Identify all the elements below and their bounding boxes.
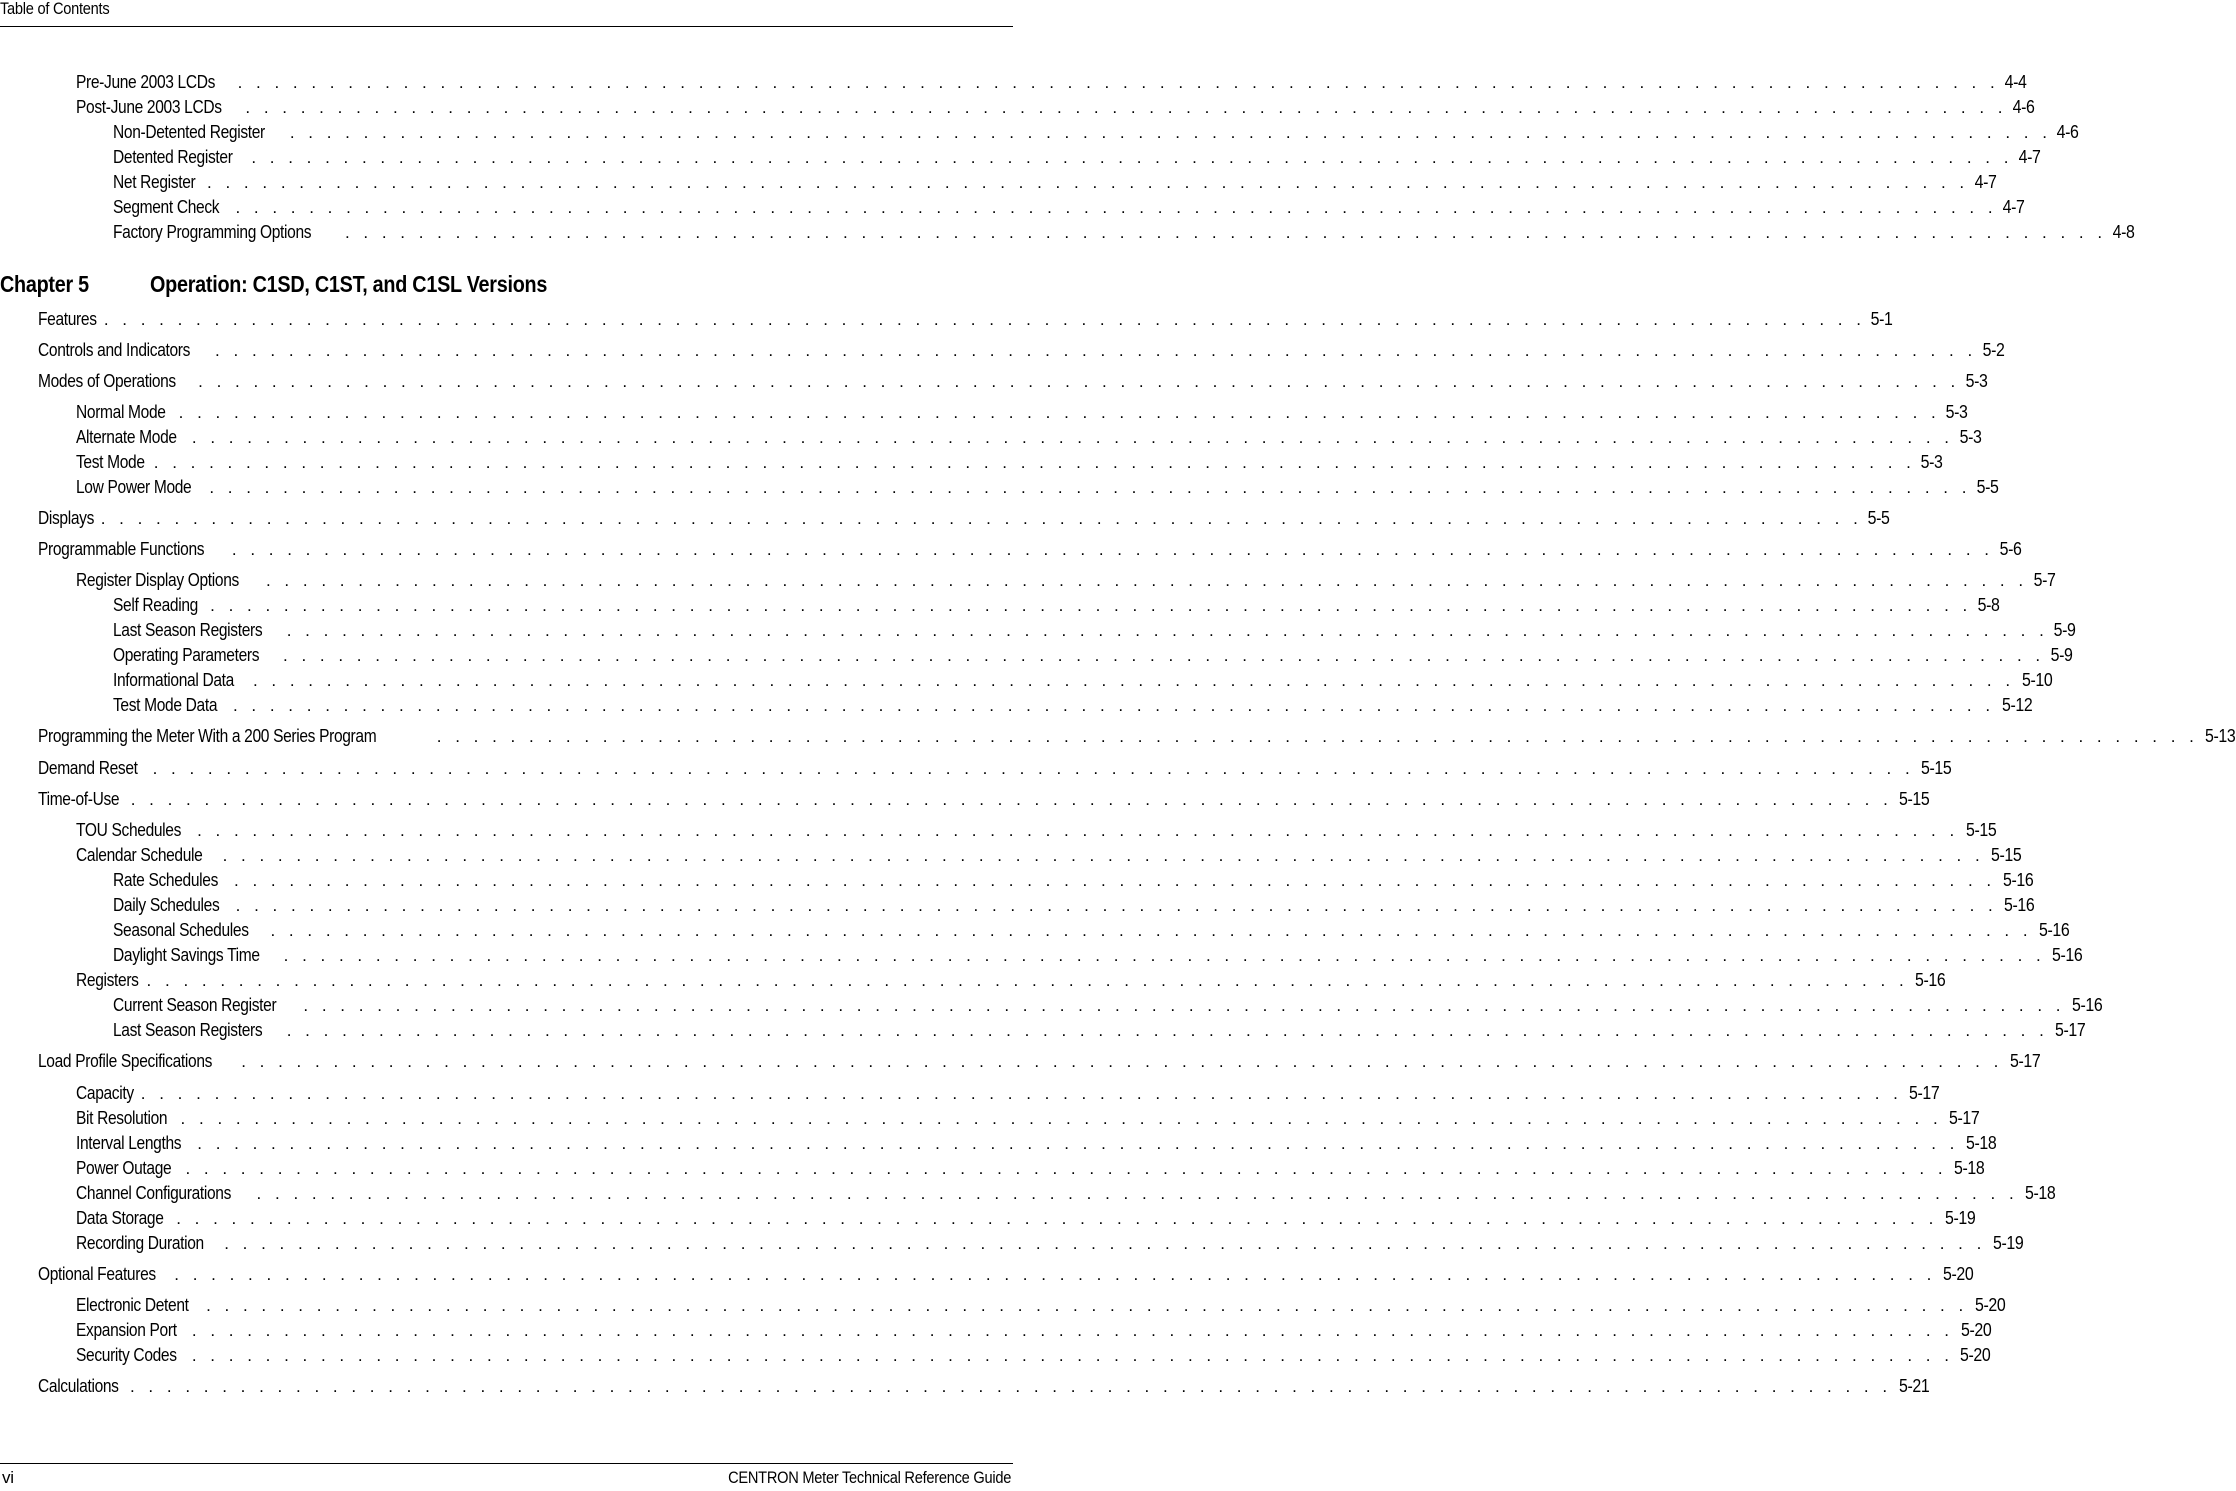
toc-entry[interactable]: [38, 788, 1930, 809]
toc-entry[interactable]: [38, 339, 2005, 360]
dot-leader: . . . . . . . . . . . . . . . . . . . . . . . . . . . . . . . . . . . . . . . . . . . . . . . . . . . . . . . . . . . . . . . . . . . . . . . . . . . . . . . . . . . . . . . . . . . . . . . .: [234, 871, 1996, 890]
toc-entry[interactable]: [38, 1375, 1930, 1396]
toc-entry-page: 5-21: [1898, 1375, 1930, 1396]
toc-entry-title: Test Mode: [76, 451, 145, 472]
dot-leader: . . . . . . . . . . . . . . . . . . . . . . . . . . . . . . . . . . . . . . . . . . . . . . . . . . . . . . . . . . . . . . . . . . . . . . . . . . . . . . . . . . . . . . . . . . . . . . . .: [210, 596, 1972, 615]
toc-entry-title: Data Storage: [76, 1207, 164, 1228]
toc-entry-title: Operating Parameters: [113, 644, 260, 665]
dot-leader: . . . . . . . . . . . . . . . . . . . . . . . . . . . . . . . . . . . . . . . . . . . . . . . . . . . . . . . . . . . . . . . . . . . . . . . . . . . . . . . . . . . . . . . . . . . . . . . .: [176, 1209, 1938, 1228]
toc-entry-page: 5-16: [2002, 869, 2034, 890]
toc-entry-page: 5-17: [1909, 1082, 1940, 1103]
dot-leader: . . . . . . . . . . . . . . . . . . . . . . . . . . . . . . . . . . . . . . . . . . . . . . . . . . . . . . . . . . . . . . . . . . . . . . . . . . . . . . . . . . . . . . . . . . . . . . . .: [191, 1346, 1954, 1365]
toc-entry-title: Capacity: [76, 1082, 134, 1103]
toc-entry-page: 4-8: [2112, 221, 2135, 242]
toc-entry-title: Daily Schedules: [113, 894, 220, 915]
toc-entry-title: Seasonal Schedules: [113, 919, 249, 940]
toc-entry-page: 4-7: [1974, 171, 1997, 192]
toc-entry-title: Electronic Detent: [76, 1294, 189, 1315]
toc-entry-title: Programmable Functions: [38, 538, 205, 559]
toc-entry[interactable]: [38, 725, 2236, 746]
toc-entry-title: Time-of-Use: [38, 788, 120, 809]
toc-entry-title: Controls and Indicators: [38, 339, 191, 360]
toc-entry-title: Low Power Mode: [76, 476, 192, 497]
dot-leader: . . . . . . . . . . . . . . . . . . . . . . . . . . . . . . . . . . . . . . . . . . . . . . . . . . . . . . . . . . . . . . . . . . . . . . . . . . . . . . . . . . . . . . . . . . . . . . . .: [129, 1377, 1892, 1396]
toc-entry[interactable]: [76, 1294, 2006, 1315]
toc-entry-page: 5-16: [2052, 944, 2083, 965]
dot-leader: . . . . . . . . . . . . . . . . . . . . . . . . . . . . . . . . . . . . . . . . . . . . . . . . . . . . . . . . . . . . . . . . . . . . . . . . . . . . . . . . . . . . . . . . . . . . . . . .: [283, 946, 2046, 965]
toc-entry[interactable]: [76, 476, 1999, 497]
toc-entry-title: Alternate Mode: [76, 426, 177, 447]
toc-entry-title: Interval Lengths: [76, 1132, 182, 1153]
toc-entry-page: 5-15: [1991, 844, 2022, 865]
toc-entry-title: Load Profile Specifications: [38, 1050, 213, 1071]
toc-entry[interactable]: [76, 426, 1982, 447]
dot-leader: . . . . . . . . . . . . . . . . . . . . . . . . . . . . . . . . . . . . . . . . . . . . . . . . . . . . . . . . . . . . . . . . . . . . . . . . . . . . . . . . . . . . . . . . . . . . . . . .: [265, 571, 2028, 590]
dot-leader: . . . . . . . . . . . . . . . . . . . . . . . . . . . . . . . . . . . . . . . . . . . . . . . . . . . . . . . . . . . . . . . . . . . . . . . . . . . . . . . . . . . . . . . . . . . . . . . .: [289, 123, 2052, 142]
dot-leader: . . . . . . . . . . . . . . . . . . . . . . . . . . . . . . . . . . . . . . . . . . . . . . . . . . . . . . . . . . . . . . . . . . . . . . . . . . . . . . . . . . . . . . . . . . . . . . . .: [252, 671, 2015, 690]
toc-entry-page: 5-20: [1960, 1344, 1991, 1365]
toc-entry-page: 5-18: [2025, 1182, 2056, 1203]
toc-entry-title: Net Register: [113, 171, 196, 192]
toc-entry-title: Last Season Registers: [113, 1019, 263, 1040]
toc-entry[interactable]: [113, 146, 2041, 167]
page-footer: [0, 1463, 1013, 1491]
toc-entry-title: Features: [38, 308, 97, 329]
dot-leader: . . . . . . . . . . . . . . . . . . . . . . . . . . . . . . . . . . . . . . . . . . . . . . . . . . . . . . . . . . . . . . . . . . . . . . . . . . . . . . . . . . . . . . . . . . . . . . . .: [241, 1052, 2003, 1071]
toc-entry-page: 5-8: [1977, 594, 2000, 615]
toc-entry-page: 5-5: [1976, 476, 1999, 497]
toc-entry[interactable]: [76, 1344, 1991, 1365]
dot-leader: . . . . . . . . . . . . . . . . . . . . . . . . . . . . . . . . . . . . . . . . . . . . . . . . . . . . . . . . . . . . . . . . . . . . . . . . . . . . . . . . . . . . . . . . . . . . . . . .: [191, 1321, 1954, 1340]
toc-entry[interactable]: [76, 844, 2022, 865]
dot-leader: . . . . . . . . . . . . . . . . . . . . . . . . . . . . . . . . . . . . . . . . . . . . . . . . . . . . . . . . . . . . . . . . . . . . . . . . . . . . . . . . . . . . . . . . . . . . . . . .: [185, 1159, 1948, 1178]
toc-entry-page: 5-12: [2001, 694, 2033, 715]
toc-entry-title: Expansion Port: [76, 1319, 177, 1340]
dot-leader: . . . . . . . . . . . . . . . . . . . . . . . . . . . . . . . . . . . . . . . . . . . . . . . . . . . . . . . . . . . . . . . . . . . . . . . . . . . . . . . . . . . . . . . . . . . . . . . .: [286, 1021, 2049, 1040]
toc-entry-title: Programming the Meter With a 200 Series Program: [38, 725, 377, 746]
toc-entry-page: 4-7: [2018, 146, 2041, 167]
toc-entry-page: 5-17: [2055, 1019, 2086, 1040]
toc-entry-title: Registers: [76, 969, 139, 990]
toc-entry-title: Calendar Schedule: [76, 844, 203, 865]
toc-entry-page: 5-5: [1867, 507, 1890, 528]
dot-leader: . . . . . . . . . . . . . . . . . . . . . . . . . . . . . . . . . . . . . . . . . . . . . . . . . . . . . . . . . . . . . . . . . . . . . . . . . . . . . . . . . . . . . . . . . . . . . . . .: [146, 971, 1909, 990]
toc-entry-page: 5-2: [1982, 339, 2005, 360]
toc-entry[interactable]: [38, 308, 1893, 329]
dot-leader: . . . . . . . . . . . . . . . . . . . . . . . . . . . . . . . . . . . . . . . . . . . . . . . . . . . . . . . . . . . . . . . . . . . . . . . . . . . . . . . . . . . . . . . . . . . . . . . .: [180, 1109, 1943, 1128]
toc-entry-title: Optional Features: [38, 1263, 156, 1284]
toc-entry-title: Last Season Registers: [113, 619, 263, 640]
dot-leader: . . . . . . . . . . . . . . . . . . . . . . . . . . . . . . . . . . . . . . . . . . . . . . . . . . . . . . . . . . . . . . . . . . . . . . . . . . . . . . . . . . . . . . . . . . . . . . . .: [206, 1296, 1968, 1315]
toc-entry-title: Calculations: [38, 1375, 119, 1396]
toc-entry[interactable]: [38, 370, 1988, 391]
toc-entry-page: 5-13: [2205, 725, 2236, 746]
dot-leader: . . . . . . . . . . . . . . . . . . . . . . . . . . . . . . . . . . . . . . . . . . . . . . . . . . . . . . . . . . . . . . . . . . . . . . . . . . . . . . . . . . . . . . . . . . . . . . . .: [207, 173, 1969, 192]
toc-entry-title: Segment Check: [113, 196, 220, 217]
dot-leader: . . . . . . . . . . . . . . . . . . . . . . . . . . . . . . . . . . . . . . . . . . . . . . . . . . . . . . . . . . . . . . . . . . . . . . . . . . . . . . . . . . . . . . . . . . . . . . . .: [237, 73, 2000, 92]
dot-leader: . . . . . . . . . . . . . . . . . . . . . . . . . . . . . . . . . . . . . . . . . . . . . . . . . . . . . . . . . . . . . . . . . . . . . . . . . . . . . . . . . . . . . . . . . . . . . . . .: [198, 372, 1960, 391]
toc-entry[interactable]: [76, 71, 2027, 92]
toc-entry[interactable]: [113, 869, 2034, 890]
toc-entry-page: 5-10: [2021, 669, 2053, 690]
dot-leader: . . . . . . . . . . . . . . . . . . . . . . . . . . . . . . . . . . . . . . . . . . . . . . . . . . . . . . . . . . . . . . . . . . . . . . . . . . . . . . . . . . . . . . . . . . . . . . . .: [303, 996, 2066, 1015]
toc-entry-title: Detented Register: [113, 146, 233, 167]
toc-entry-title: Factory Programming Options: [113, 221, 312, 242]
dot-leader: . . . . . . . . . . . . . . . . . . . . . . . . . . . . . . . . . . . . . . . . . . . . . . . . . . . . . . . . . . . . . . . . . . . . . . . . . . . . . . . . . . . . . . . . . . . . . . . .: [251, 148, 2013, 167]
toc-entry-title: Recording Duration: [76, 1232, 204, 1253]
toc-entry[interactable]: [38, 1263, 1974, 1284]
dot-leader: . . . . . . . . . . . . . . . . . . . . . . . . . . . . . . . . . . . . . . . . . . . . . . . . . . . . . . . . . . . . . . . . . . . . . . . . . . . . . . . . . . . . . . . . . . . . . . . .: [103, 310, 1866, 329]
toc-entry-page: 5-16: [2071, 994, 2103, 1015]
dot-leader: . . . . . . . . . . . . . . . . . . . . . . . . . . . . . . . . . . . . . . . . . . . . . . . . . . . . . . . . . . . . . . . . . . . . . . . . . . . . . . . . . . . . . . . . . . . . . . . .: [215, 341, 1977, 360]
dot-leader: . . . . . . . . . . . . . . . . . . . . . . . . . . . . . . . . . . . . . . . . . . . . . . . . . . . . . . . . . . . . . . . . . . . . . . . . . . . . . . . . . . . . . . . . . . . . . . . .: [197, 1134, 1959, 1153]
toc-entry-title: TOU Schedules: [76, 819, 182, 840]
toc-entry-page: 5-15: [1899, 788, 1930, 809]
toc-entry-page: 5-3: [1965, 370, 1988, 391]
dot-leader: . . . . . . . . . . . . . . . . . . . . . . . . . . . . . . . . . . . . . . . . . . . . . . . . . . . . . . . . . . . . . . . . . . . . . . . . . . . . . . . . . . . . . . . . . . . . . . . .: [231, 540, 1994, 559]
toc-entry-title: Post-June 2003 LCDs: [76, 96, 222, 117]
footer-document-title: CENTRON Meter Technical Reference Guide: [727, 1468, 1011, 1487]
dot-leader: . . . . . . . . . . . . . . . . . . . . . . . . . . . . . . . . . . . . . . . . . . . . . . . . . . . . . . . . . . . . . . . . . . . . . . . . . . . . . . . . . . . . . . . . . . . . . . . .: [191, 428, 1954, 447]
chapter-title: Operation: C1SD, C1ST, and C1SL Versions: [150, 271, 548, 297]
toc-entry[interactable]: [76, 1132, 1997, 1153]
toc-entry-page: 5-19: [1944, 1207, 1976, 1228]
toc-entry-page: 5-3: [1945, 401, 1968, 422]
toc-entry-title: Bit Resolution: [76, 1107, 168, 1128]
toc-entry[interactable]: [113, 1019, 2086, 1040]
toc-entry-title: Test Mode Data: [113, 694, 218, 715]
toc-entry-page: 5-3: [1959, 426, 1982, 447]
toc-entry-page: 5-17: [2009, 1050, 2041, 1071]
toc-entry[interactable]: [76, 1082, 1940, 1103]
toc-entry-title: Daylight Savings Time: [113, 944, 260, 965]
toc-entry-page: 4-7: [2002, 196, 2025, 217]
toc-entry[interactable]: [113, 894, 2035, 915]
dot-leader: . . . . . . . . . . . . . . . . . . . . . . . . . . . . . . . . . . . . . . . . . . . . . . . . . . . . . . . . . . . . . . . . . . . . . . . . . . . . . . . . . . . . . . . . . . . . . . . .: [222, 846, 1985, 865]
toc-entry[interactable]: [76, 1107, 1980, 1128]
toc-entry-page: 5-9: [2050, 644, 2073, 665]
toc-entry-title: Modes of Operations: [38, 370, 176, 391]
toc-entry[interactable]: [38, 538, 2022, 559]
dot-leader: . . . . . . . . . . . . . . . . . . . . . . . . . . . . . . . . . . . . . . . . . . . . . . . . . . . . . . . . . . . . . . . . . . . . . . . . . . . . . . . . . . . . . . . . . . . . . . . .: [178, 403, 1941, 422]
dot-leader: . . . . . . . . . . . . . . . . . . . . . . . . . . . . . . . . . . . . . . . . . . . . . . . . . . . . . . . . . . . . . . . . . . . . . . . . . . . . . . . . . . . . . . . . . . . . . . . .: [344, 223, 2107, 242]
dot-leader: . . . . . . . . . . . . . . . . . . . . . . . . . . . . . . . . . . . . . . . . . . . . . . . . . . . . . . . . . . . . . . . . . . . . . . . . . . . . . . . . . . . . . . . . . . . . . . . .: [283, 646, 2045, 665]
toc-entry[interactable]: [113, 221, 2135, 242]
toc-entry-title: Power Outage: [76, 1157, 172, 1178]
dot-leader: . . . . . . . . . . . . . . . . . . . . . . . . . . . . . . . . . . . . . . . . . . . . . . . . . . . . . . . . . . . . . . . . . . . . . . . . . . . . . . . . . . . . . . . . . . . . . . . .: [209, 478, 1971, 497]
header-title: Table of Contents: [0, 0, 110, 18]
dot-leader: . . . . . . . . . . . . . . . . . . . . . . . . . . . . . . . . . . . . . . . . . . . . . . . . . . . . . . . . . . . . . . . . . . . . . . . . . . . . . . . . . . . . . . . . . . . . . . . .: [100, 509, 1863, 528]
toc-entry-title: Demand Reset: [38, 757, 138, 778]
toc-entry-title: Pre-June 2003 LCDs: [76, 71, 216, 92]
toc-entry[interactable]: [113, 919, 2070, 940]
dot-leader: . . . . . . . . . . . . . . . . . . . . . . . . . . . . . . . . . . . . . . . . . . . . . . . . . . . . . . . . . . . . . . . . . . . . . . . . . . . . . . . . . . . . . . . . . . . . . . . .: [270, 921, 2033, 940]
toc-entry[interactable]: [113, 196, 2025, 217]
toc-entry-page: 5-18: [1954, 1157, 1985, 1178]
toc-entry-title: Informational Data: [113, 669, 234, 690]
toc-entry-page: 5-16: [2004, 894, 2035, 915]
footer-page-number: vi: [2, 1468, 14, 1487]
toc-entry-page: 5-15: [1921, 757, 1952, 778]
dot-leader: . . . . . . . . . . . . . . . . . . . . . . . . . . . . . . . . . . . . . . . . . . . . . . . . . . . . . . . . . . . . . . . . . . . . . . . . . . . . . . . . . . . . . . . . . . . . . . . .: [174, 1265, 1936, 1284]
toc-entry-page: 5-6: [1999, 538, 2022, 559]
dot-leader: . . . . . . . . . . . . . . . . . . . . . . . . . . . . . . . . . . . . . . . . . . . . . . . . . . . . . . . . . . . . . . . . . . . . . . . . . . . . . . . . . . . . . . . . . . . . . . . .: [235, 896, 1998, 915]
toc-entry-title: Displays: [38, 507, 95, 528]
toc-entry[interactable]: [113, 994, 2103, 1015]
toc-entry[interactable]: [76, 1207, 1976, 1228]
toc-entry-page: 5-3: [1920, 451, 1943, 472]
toc-entry-page: 5-19: [1992, 1232, 2024, 1253]
dot-leader: . . . . . . . . . . . . . . . . . . . . . . . . . . . . . . . . . . . . . . . . . . . . . . . . . . . . . . . . . . . . . . . . . . . . . . . . . . . . . . . . . . . . . . . . . . . . . . . .: [130, 790, 1893, 809]
toc-entry[interactable]: [113, 619, 2076, 640]
dot-leader: . . . . . . . . . . . . . . . . . . . . . . . . . . . . . . . . . . . . . . . . . . . . . . . . . . . . . . . . . . . . . . . . . . . . . . . . . . . . . . . . . . . . . . . . . . . . . . . .: [153, 453, 1916, 472]
toc-entry[interactable]: [76, 1182, 2056, 1203]
dot-leader: . . . . . . . . . . . . . . . . . . . . . . . . . . . . . . . . . . . . . . . . . . . . . . . . . . . . . . . . . . . . . . . . . . . . . . . . . . . . . . . . . . . . . . . . . . . . . . . .: [256, 1184, 2019, 1203]
dot-leader: . . . . . . . . . . . . . . . . . . . . . . . . . . . . . . . . . . . . . . . . . . . . . . . . . . . . . . . . . . . . . . . . . . . . . . . . . . . . . . . . . . . . . . . . . . . . . . . .: [235, 198, 1998, 217]
toc-entry[interactable]: [113, 694, 2033, 715]
dot-leader: . . . . . . . . . . . . . . . . . . . . . . . . . . . . . . . . . . . . . . . . . . . . . . . . . . . . . . . . . . . . . . . . . . . . . . . . . . . . . . . . . . . . . . . . . . . . . . . .: [224, 1234, 1986, 1253]
toc-entry[interactable]: [113, 669, 2053, 690]
dot-leader: . . . . . . . . . . . . . . . . . . . . . . . . . . . . . . . . . . . . . . . . . . . . . . . . . . . . . . . . . . . . . . . . . . . . . . . . . . . . . . . . . . . . . . . . . . . . . . . .: [436, 727, 2199, 746]
toc-entry-title: Channel Configurations: [76, 1182, 232, 1203]
toc-entry-page: 5-15: [1965, 819, 1997, 840]
toc-entry[interactable]: [38, 507, 1890, 528]
toc-entry-title: Register Display Options: [76, 569, 239, 590]
toc-entry[interactable]: [76, 1232, 2024, 1253]
dot-leader: . . . . . . . . . . . . . . . . . . . . . . . . . . . . . . . . . . . . . . . . . . . . . . . . . . . . . . . . . . . . . . . . . . . . . . . . . . . . . . . . . . . . . . . . . . . . . . . .: [140, 1084, 1903, 1103]
toc-entry[interactable]: [113, 594, 2000, 615]
toc-entry-title: Self Reading: [113, 594, 198, 615]
toc-entry-page: 5-7: [2033, 569, 2056, 590]
toc-entry[interactable]: [76, 1319, 1991, 1340]
toc-entry-page: 5-18: [1965, 1132, 1997, 1153]
toc-entry-page: 4-6: [2057, 121, 2079, 142]
toc-entry-page: 5-20: [1960, 1319, 1991, 1340]
toc-entry-title: Rate Schedules: [113, 869, 219, 890]
toc-entry-title: Security Codes: [76, 1344, 177, 1365]
toc-entry-page: 5-17: [1949, 1107, 1980, 1128]
chapter-heading: [0, 268, 612, 300]
chapter-number: Chapter 5: [0, 271, 89, 297]
toc-entry-page: 4-4: [2004, 71, 2027, 92]
toc-entry[interactable]: [113, 171, 1997, 192]
toc-entry[interactable]: [76, 819, 1997, 840]
toc-entry-title: Non-Detented Register: [113, 121, 265, 142]
toc-entry[interactable]: [76, 96, 2035, 117]
toc-entry[interactable]: [38, 757, 1952, 778]
toc-entry-page: 5-20: [1942, 1263, 1974, 1284]
toc-entry[interactable]: [76, 451, 1943, 472]
toc-entry-page: 4-6: [2012, 96, 2035, 117]
toc-entry-title: Current Season Register: [113, 994, 277, 1015]
toc-entry[interactable]: [113, 944, 2083, 965]
toc-entry-page: 5-16: [2039, 919, 2070, 940]
dot-leader: . . . . . . . . . . . . . . . . . . . . . . . . . . . . . . . . . . . . . . . . . . . . . . . . . . . . . . . . . . . . . . . . . . . . . . . . . . . . . . . . . . . . . . . . . . . . . . . .: [245, 98, 2008, 117]
toc-entry-title: Normal Mode: [76, 401, 166, 422]
toc-entry-page: 5-1: [1871, 308, 1893, 329]
toc-entry[interactable]: [76, 969, 1946, 990]
toc-entry-page: 5-9: [2053, 619, 2076, 640]
toc-entry-page: 5-16: [1915, 969, 1946, 990]
dot-leader: . . . . . . . . . . . . . . . . . . . . . . . . . . . . . . . . . . . . . . . . . . . . . . . . . . . . . . . . . . . . . . . . . . . . . . . . . . . . . . . . . . . . . . . . . . . . . . . .: [197, 821, 1959, 840]
toc-entry[interactable]: [38, 1050, 2041, 1071]
toc-entry-page: 5-20: [1974, 1294, 2006, 1315]
toc-entry[interactable]: [76, 569, 2056, 590]
toc-entry[interactable]: [113, 121, 2079, 142]
toc-entry[interactable]: [76, 1157, 1985, 1178]
toc-entry[interactable]: [76, 401, 1968, 422]
toc-entry[interactable]: [113, 644, 2073, 665]
dot-leader: . . . . . . . . . . . . . . . . . . . . . . . . . . . . . . . . . . . . . . . . . . . . . . . . . . . . . . . . . . . . . . . . . . . . . . . . . . . . . . . . . . . . . . . . . . . . . . . .: [152, 759, 1915, 778]
dot-leader: . . . . . . . . . . . . . . . . . . . . . . . . . . . . . . . . . . . . . . . . . . . . . . . . . . . . . . . . . . . . . . . . . . . . . . . . . . . . . . . . . . . . . . . . . . . . . . . .: [286, 621, 2049, 640]
dot-leader: . . . . . . . . . . . . . . . . . . . . . . . . . . . . . . . . . . . . . . . . . . . . . . . . . . . . . . . . . . . . . . . . . . . . . . . . . . . . . . . . . . . . . . . . . . . . . . . .: [232, 696, 1995, 715]
